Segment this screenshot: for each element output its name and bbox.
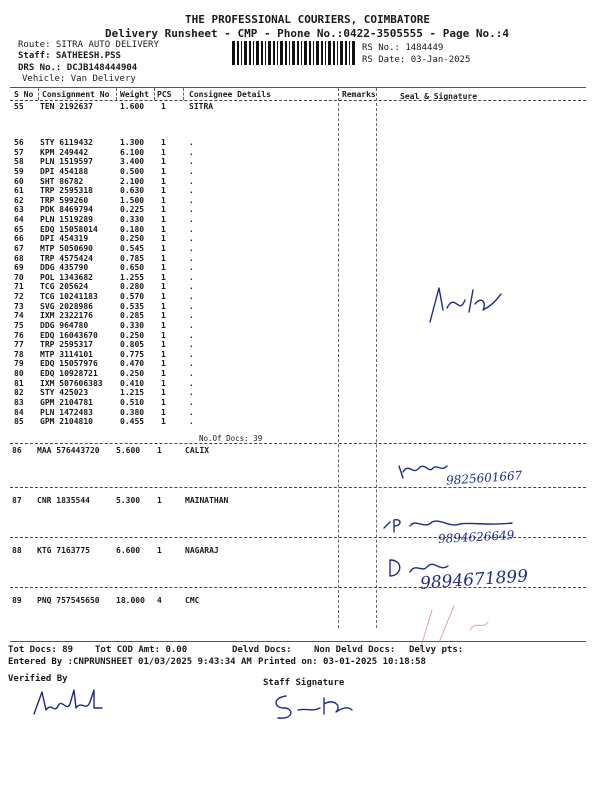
barcode-bar: [280, 41, 283, 65]
row-weight: 0.250: [120, 369, 145, 379]
row-sno: 80: [14, 369, 24, 379]
col-divider: [116, 88, 117, 100]
barcode-bar: [232, 41, 235, 65]
row-sno: 67: [14, 243, 24, 253]
remarks-left-divider: [338, 88, 339, 628]
barcode-bar: [273, 41, 275, 65]
company-title: THE PROFESSIONAL COURIERS, COIMBATORE: [185, 13, 431, 26]
row-pcs: 1: [157, 546, 162, 555]
row-pcs: 1: [161, 320, 166, 330]
non-delvd-docs: Non Delvd Docs:: [314, 645, 396, 655]
row-consignee: .: [189, 195, 194, 205]
row-sno: 62: [14, 195, 24, 205]
row-consignee: .: [189, 166, 194, 176]
row-consignment: EDQ 15058014: [40, 224, 98, 234]
rs-date: RS Date: 03-Jan-2025: [362, 55, 471, 65]
row-sno: 72: [14, 292, 24, 302]
row-sno: 89: [12, 596, 22, 605]
row-consignment: MTP 5050690: [40, 243, 93, 253]
delvd-docs: Delvd Docs:: [232, 645, 292, 655]
row-pcs: 1: [161, 215, 166, 225]
row-pcs: 1: [157, 496, 162, 505]
barcode-bar: [337, 41, 338, 65]
row-consignee: .: [189, 378, 194, 388]
row-sno: 55: [14, 102, 24, 111]
row-consignment: POL 1343682: [40, 272, 93, 282]
row-weight: 1.300: [120, 138, 145, 147]
drs-label: DRS No.:: [18, 63, 62, 73]
row-pcs: 1: [161, 234, 166, 244]
col-seal-signature: Seal & Signature: [400, 92, 478, 101]
row-consignee: .: [189, 234, 194, 244]
footer-rule: [10, 641, 586, 642]
signature-scribble-group: [425, 282, 505, 332]
barcode-bar: [292, 41, 295, 65]
row-pcs: 1: [161, 243, 166, 253]
row-weight: 0.250: [120, 330, 145, 340]
row-consignment: TRP 599260: [40, 195, 89, 205]
runsheet-subtitle: Delivery Runsheet - CMP - Phone No.:0422-3505555 - Page No.:4: [105, 27, 509, 40]
row-pcs: 4: [157, 596, 162, 605]
row-sno: 71: [14, 282, 24, 292]
row-consignment: TEN 2192637: [40, 102, 93, 111]
row-consignment: PLN 1472483: [40, 407, 93, 417]
row-consignment: PDK 8469794: [40, 205, 93, 215]
row-weight: 0.250: [120, 234, 145, 244]
row-consignee: .: [189, 407, 194, 417]
staff-label: Staff: SATHEESH.PSS: [18, 51, 121, 61]
row-consignment: PLN 1519597: [40, 157, 93, 167]
row-sno: 85: [14, 417, 24, 427]
row-weight: 0.510: [120, 398, 145, 407]
barcode-bar: [321, 41, 323, 65]
row-sno: 84: [14, 407, 24, 417]
row-consignment: IXM 507606383: [40, 378, 103, 388]
row-consignment: EDQ 15057976: [40, 359, 98, 369]
row-sno: 78: [14, 349, 24, 359]
row-consignment: TRP 2595317: [40, 340, 93, 350]
row-sno: 69: [14, 263, 24, 273]
tot-docs: Tot Docs: 89: [8, 645, 74, 655]
row-weight: 0.650: [120, 263, 145, 273]
barcode-bar: [249, 41, 251, 65]
col-divider: [154, 88, 155, 100]
col-weight: Weight: [120, 90, 149, 99]
row-sno: 86: [12, 446, 22, 455]
handwritten-phone-86: 9825601667: [445, 468, 523, 488]
row-pcs: 1: [161, 282, 166, 292]
row-consignment: TCG 10241183: [40, 292, 98, 302]
row-consignee: .: [189, 388, 194, 398]
row-consignment: TCG 205624: [40, 282, 89, 292]
row-consignment: GPM 2104781: [40, 398, 93, 407]
row-consignee: .: [189, 263, 194, 273]
row-consignee: .: [189, 176, 194, 186]
col-pcs: PCS: [157, 90, 172, 99]
row-consignee: .: [189, 253, 194, 263]
barcode-bar: [340, 41, 343, 65]
row-weight: 5.300: [116, 496, 141, 505]
row-weight: 0.785: [120, 253, 145, 263]
row-weight: 0.535: [120, 301, 145, 311]
row-weight: 2.100: [120, 176, 145, 186]
row-sno: 82: [14, 388, 24, 398]
row-sno: 79: [14, 359, 24, 369]
row-weight: 18.000: [116, 596, 145, 605]
barcode-bar: [237, 41, 239, 65]
row-weight: 0.410: [120, 378, 145, 388]
row-consignment: SHT 86782: [40, 176, 84, 186]
row-pcs: 1: [161, 205, 166, 215]
row-consignee: CMC: [185, 596, 200, 605]
row-pcs: 1: [161, 253, 166, 263]
col-consignment: Consignment No: [42, 90, 110, 99]
row-consignee: .: [189, 205, 194, 215]
row-consignee: .: [189, 349, 194, 359]
row-rule: [10, 487, 586, 488]
no-of-docs: No.Of Docs: 39: [199, 434, 263, 443]
row-consignment: TRP 4575424: [40, 253, 93, 263]
row-consignee: .: [189, 186, 194, 196]
barcode-bar: [289, 41, 290, 65]
row-sno: 70: [14, 272, 24, 282]
row-sno: 56: [14, 138, 24, 147]
row-consignee: .: [189, 147, 194, 157]
table-top-rule: [10, 87, 586, 88]
row-weight: 0.225: [120, 205, 145, 215]
row-consignee: NAGARAJ: [185, 546, 219, 555]
row-pcs: 1: [161, 224, 166, 234]
row-consignee: .: [189, 301, 194, 311]
barcode-bar: [265, 41, 266, 65]
col-divider: [38, 88, 39, 100]
row-weight: 1.255: [120, 272, 145, 282]
row-pcs: 1: [161, 195, 166, 205]
signature-scribble-86: [395, 456, 455, 482]
row-consignment: DPI 454188: [40, 166, 89, 176]
row-consignment: EDQ 16043670: [40, 330, 98, 340]
row-consignee: .: [189, 157, 194, 167]
row-consignment: EDQ 10928721: [40, 369, 98, 379]
barcode-bar: [277, 41, 278, 65]
row-weight: 0.630: [120, 186, 145, 196]
row-pcs: 1: [161, 102, 166, 111]
row-consignee: .: [189, 311, 194, 321]
row-weight: 1.600: [120, 102, 145, 111]
printed-on: Printed on: 03-01-2025 10:18:58: [258, 657, 426, 667]
row-weight: 0.280: [120, 282, 145, 292]
row-pcs: 1: [161, 186, 166, 196]
row-pcs: 1: [161, 369, 166, 379]
row-pcs: 1: [161, 301, 166, 311]
row-consignee: .: [189, 340, 194, 350]
barcode-bar: [313, 41, 314, 65]
vehicle-label: Vehicle: Van Delivery: [22, 74, 136, 84]
row-consignment: KTG 7163775: [37, 546, 90, 555]
row-sno: 88: [12, 546, 22, 555]
verified-signature: [28, 684, 108, 724]
barcode-bar: [301, 41, 302, 65]
row-consignment: STY 6119432: [40, 138, 93, 147]
row-weight: 0.455: [120, 417, 145, 427]
row-weight: 0.180: [120, 224, 145, 234]
row-pcs: 1: [161, 340, 166, 350]
row-weight: 6.100: [120, 147, 145, 157]
row-weight: 5.600: [116, 446, 141, 455]
row-consignee: .: [189, 320, 194, 330]
barcode-bar: [253, 41, 254, 65]
row-consignee: .: [189, 369, 194, 379]
row-consignment: SVG 2028986: [40, 301, 93, 311]
col-divider: [183, 88, 184, 100]
row-weight: 1.500: [120, 195, 145, 205]
row-pcs: 1: [161, 330, 166, 340]
row-weight: 0.545: [120, 243, 145, 253]
barcode-bar: [261, 41, 263, 65]
barcode-bar: [268, 41, 271, 65]
row-pcs: 1: [161, 359, 166, 369]
group-bottom-rule: [10, 443, 586, 444]
staff-signature-label: Staff Signature: [263, 678, 345, 688]
barcode-bar: [352, 41, 355, 65]
row-pcs: 1: [161, 157, 166, 167]
row-consignment: CNR 1835544: [37, 496, 90, 505]
row-pcs: 1: [161, 388, 166, 398]
row-consignment: KPM 249442: [40, 147, 89, 157]
barcode-bar: [316, 41, 319, 65]
row-weight: 0.570: [120, 292, 145, 302]
row-consignee: MAINATHAN: [185, 496, 229, 505]
row-sno: 87: [12, 496, 22, 505]
signature-scribble-87: [380, 514, 520, 536]
row-consignment: DPI 454319: [40, 234, 89, 244]
row-weight: 0.470: [120, 359, 145, 369]
signature-scribble-88: [384, 556, 454, 580]
tot-cod-amt: Tot COD Amt: 0.00: [95, 645, 188, 655]
table-row: [14, 102, 24, 111]
row-weight: 6.600: [116, 546, 141, 555]
row-weight: 0.285: [120, 311, 145, 321]
row-consignee: .: [189, 398, 194, 407]
remarks-right-divider: [376, 88, 377, 628]
barcode-bar: [256, 41, 259, 65]
row-sno: 83: [14, 398, 24, 407]
barcode-bar: [349, 41, 350, 65]
barcode-bar: [345, 41, 347, 65]
barcode-bar: [328, 41, 331, 65]
row-consignee: .: [189, 138, 194, 147]
row-consignee: .: [189, 330, 194, 340]
row-sno: 60: [14, 176, 24, 186]
barcode-bar: [241, 41, 242, 65]
row-weight: 0.805: [120, 340, 145, 350]
row-pcs: 1: [161, 311, 166, 321]
row-consignee: .: [189, 224, 194, 234]
row-weight: 0.330: [120, 215, 145, 225]
handwritten-phone-88: 9894671899: [419, 566, 529, 594]
row-pcs: 1: [157, 446, 162, 455]
row-consignee: .: [189, 272, 194, 282]
row-consignment: MTP 3114101: [40, 349, 93, 359]
row-pcs: 1: [161, 378, 166, 388]
rs-number: RS No.: 1484449: [362, 43, 444, 53]
barcode-bar: [304, 41, 307, 65]
row-sno: 66: [14, 234, 24, 244]
row-sno: 63: [14, 205, 24, 215]
drs-value: DCJB148444904: [66, 63, 138, 73]
row-sno: 58: [14, 157, 24, 167]
row-sno: 64: [14, 215, 24, 225]
row-sno: 77: [14, 340, 24, 350]
staff-signature: [268, 690, 358, 724]
col-sno: S No: [14, 90, 34, 99]
barcode-bar: [309, 41, 311, 65]
row-consignee: .: [189, 292, 194, 302]
row-sno: 68: [14, 253, 24, 263]
col-consignee: Consignee Details: [189, 90, 271, 99]
row-sno: 81: [14, 378, 24, 388]
row-pcs: 1: [161, 176, 166, 186]
row-pcs: 1: [161, 263, 166, 273]
row-pcs: 1: [161, 138, 166, 147]
row-consignee: CALIX: [185, 446, 210, 455]
row-sno: 73: [14, 301, 24, 311]
handwritten-phone-87: 9894626649: [437, 528, 515, 546]
drs-number: [18, 63, 137, 73]
row-consignee: .: [189, 282, 194, 292]
row-weight: 3.400: [120, 157, 145, 167]
row-consignee: .: [189, 243, 194, 253]
barcode-bar: [285, 41, 287, 65]
barcode-bar: [333, 41, 335, 65]
row-consignment: DDG 964780: [40, 320, 89, 330]
row-sno: 75: [14, 320, 24, 330]
row-consignment: PNQ 757545650: [37, 596, 100, 605]
row-sno: 65: [14, 224, 24, 234]
row-consignment: TRP 2595318: [40, 186, 93, 196]
row-consignee: .: [189, 215, 194, 225]
entered-by: Entered By :CNPRUNSHEET 01/03/2025 9:43:34 AM: [8, 657, 252, 667]
row-consignment: IXM 2322176: [40, 311, 93, 321]
row-consignee: .: [189, 417, 194, 427]
row-consignment: DDG 435790: [40, 263, 89, 273]
header-bottom-rule: [10, 100, 586, 101]
row-sno: 57: [14, 147, 24, 157]
col-remarks: Remarks: [342, 90, 376, 99]
row-consignment: GPM 2104810: [40, 417, 93, 427]
row-consignment: MAA 576443720: [37, 446, 100, 455]
row-consignee: .: [189, 359, 194, 369]
row-sno: 76: [14, 330, 24, 340]
row-weight: 1.215: [120, 388, 145, 398]
barcode-bar: [325, 41, 326, 65]
row-weight: 0.775: [120, 349, 145, 359]
row-weight: 0.380: [120, 407, 145, 417]
route-label: Route: SITRA AUTO DELIVERY: [18, 40, 159, 50]
delvy-pts: Delvy pts:: [409, 645, 464, 655]
row-consignment: STY 425023: [40, 388, 89, 398]
row-pcs: 1: [161, 407, 166, 417]
row-sno: 74: [14, 311, 24, 321]
row-weight: 0.330: [120, 320, 145, 330]
row-consignee: SITRA: [189, 102, 214, 111]
barcode-bar: [244, 41, 247, 65]
row-pcs: 1: [161, 417, 166, 427]
row-pcs: 1: [161, 147, 166, 157]
barcode-bar: [297, 41, 299, 65]
row-sno: 61: [14, 186, 24, 196]
row-consignment: PLN 1519289: [40, 215, 93, 225]
row-pcs: 1: [161, 349, 166, 359]
row-pcs: 1: [161, 166, 166, 176]
row-pcs: 1: [161, 398, 166, 407]
barcode-image: [232, 41, 356, 65]
row-weight: 0.500: [120, 166, 145, 176]
row-pcs: 1: [161, 272, 166, 282]
row-sno: 59: [14, 166, 24, 176]
verified-by-label: Verified By: [8, 674, 68, 684]
row-pcs: 1: [161, 292, 166, 302]
